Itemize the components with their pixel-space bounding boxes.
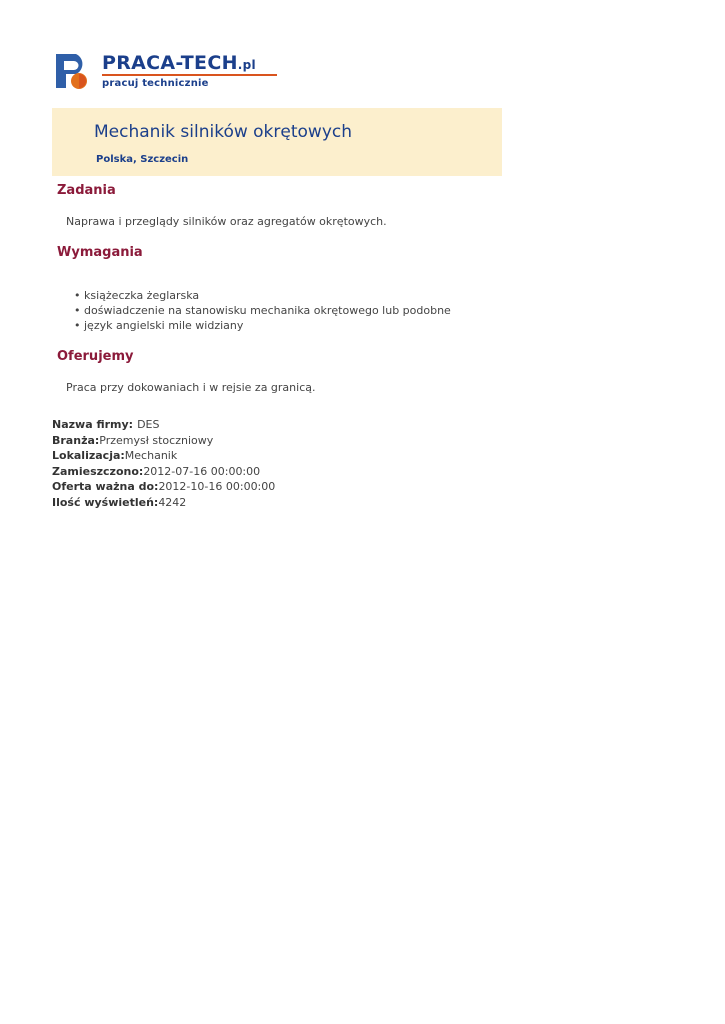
section-heading-offer: Oferujemy — [57, 349, 134, 364]
section-text-offer: Praca przy dokowaniach i w rejsie za granicą. — [66, 381, 316, 394]
meta-row — [52, 417, 502, 433]
meta-row — [52, 448, 502, 464]
section-heading-tasks: Zadania — [57, 183, 116, 198]
praca-tech-logo-mark-icon — [52, 50, 94, 92]
logo-wordmark — [102, 52, 282, 89]
meta-label: Ilość wyświetleń: — [52, 495, 159, 509]
list-item: • książeczka żeglarska — [74, 288, 494, 303]
meta-value: 2012-07-16 00:00:00 — [143, 464, 261, 478]
site-logo[interactable] — [52, 50, 282, 95]
meta-value: Przemysł stoczniowy — [99, 433, 214, 447]
meta-row — [52, 479, 502, 495]
logo-main-text: PRACA-TECH — [102, 52, 238, 74]
logo-suffix: .pl — [237, 58, 256, 72]
meta-value: 4242 — [158, 495, 187, 509]
page-title: Mechanik silników okrętowych — [94, 122, 353, 142]
requirements-list — [58, 288, 494, 333]
list-item: • doświadczenie na stanowisku mechanika okrętowego lub podobne — [74, 303, 494, 318]
section-heading-requirements: Wymagania — [57, 245, 143, 260]
offer-metadata — [52, 417, 502, 510]
list-item: • język angielski mile widziany — [74, 318, 494, 333]
meta-value: 2012-10-16 00:00:00 — [158, 480, 276, 493]
meta-label: Lokalizacja: — [52, 449, 125, 462]
meta-label: Nazwa firmy: — [52, 418, 134, 431]
meta-value: DES — [137, 418, 160, 431]
meta-label: Branża: — [52, 433, 100, 447]
meta-label: Oferta ważna do: — [52, 480, 159, 493]
offer-location: Polska, Szczecin — [96, 154, 189, 165]
meta-row — [52, 495, 502, 511]
section-text-tasks: Naprawa i przeglądy silników oraz agregatów okrętowych. — [66, 215, 387, 228]
logo-tagline: pracuj technicznie — [102, 78, 209, 89]
meta-label: Zamieszczono: — [52, 464, 144, 478]
meta-row — [52, 464, 502, 480]
meta-row — [52, 433, 502, 449]
offer-banner — [52, 108, 502, 176]
meta-value: Mechanik — [124, 449, 178, 462]
